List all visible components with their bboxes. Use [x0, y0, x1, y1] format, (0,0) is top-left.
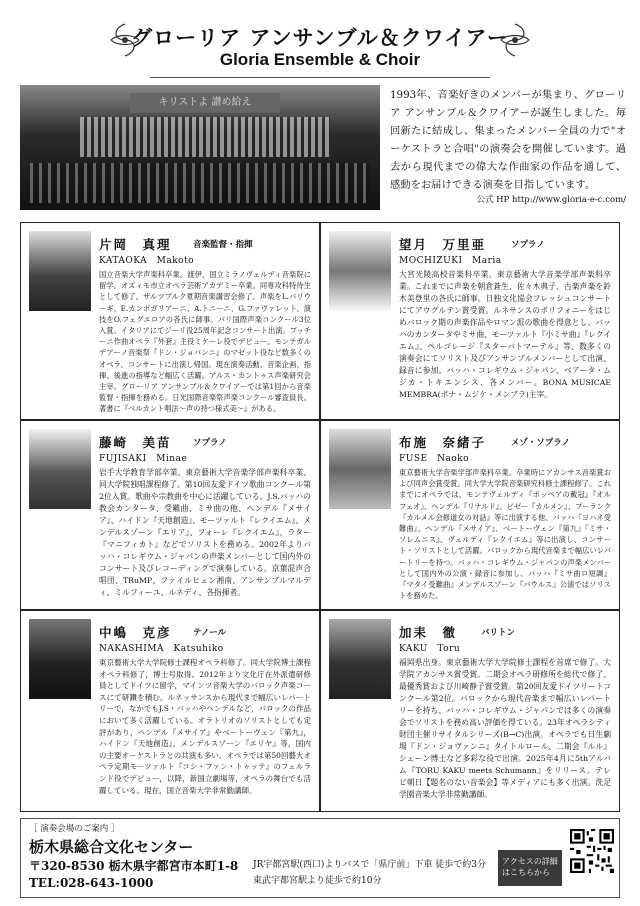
performer-name: 望月 万里亜	[399, 237, 487, 252]
divider	[150, 77, 490, 78]
performer-role: メゾ・ソプラノ	[511, 438, 570, 448]
performer-photo	[329, 429, 391, 509]
performer-photo	[29, 429, 91, 509]
flourish-ornament-icon	[495, 20, 535, 60]
performer-role: バリトン	[481, 628, 516, 638]
performer-name: 藤崎 美苗	[99, 435, 172, 450]
performer-card-kaku	[320, 610, 620, 812]
performer-roma: KATAOKA Makoto	[99, 256, 195, 266]
venue-label: ［ 演奏会場のご案内 ］	[29, 824, 120, 834]
page-title: グローリア アンサンブル＆クワイアー	[131, 25, 509, 50]
venue-info	[20, 818, 620, 898]
venue-tel: TEL:028-643-1000	[29, 876, 154, 890]
choir-rows	[80, 117, 330, 157]
performer-card-mochizuki	[320, 222, 620, 420]
performer-photo	[329, 619, 391, 699]
performer-bio: 東京藝術大学大学院修士課程オペラ科修了。同大学院博士課程オペラ科修了，博士号取得。2012年より文化庁在外派遣研修員としてドイツに留学，マインツ音楽大学のバロック声楽コースにて研鑽を積む。ルネッサンスから現代まで幅広いレパートリーで，なかでもJ.S・バッハやヘンデルなど，バロックの作品において多く活躍している。オラトリオのソリストとしても定評があり，ヘンデル『メサイア』やベートーヴェン『第九』，ハイドン『天地創造』，メンデルスゾーン『エリヤ』等，国内の主要オーケストラとの共演も多い。オペラでは第50回藝大オペラ定期モーツァルト『コシ・ファン・トゥッテ』のフェルランド役でデビュー，以降，新国立劇場等，オペラの舞台でも活躍している。現在，国立音楽大学非常勤講師。	[99, 658, 311, 795]
venue-route: JR宇都宮駅(西口)よりバスで「県庁前」下車 徒歩で約3分	[253, 860, 486, 870]
performer-role: ソプラノ	[511, 240, 545, 250]
venue-name: 栃木県総合文化センター	[29, 838, 194, 856]
official-hp-link[interactable]: 公式 HP http://www.gloria-e-c.com/	[476, 195, 626, 205]
venue-address: 〒320-8530 栃木県宇都宮市本町1-8	[29, 859, 239, 873]
performer-name: 布施 奈緒子	[399, 435, 487, 450]
venue-route: 東武宇都宮駅より徒歩で約10分	[253, 876, 382, 886]
performer-card-nakashima	[20, 610, 320, 812]
performer-photo	[329, 231, 391, 311]
performer-name: 中嶋 克彦	[99, 625, 172, 640]
performer-roma: FUJISAKI Minae	[99, 454, 188, 464]
performer-bio: 東京藝術大学音楽学部声楽科卒業。卒業時にアカンサス音楽賞および同声会賞受賞。同大学大学院音楽研究科修士課程修了。これまでにオペラでは、モンテヴェルディ『ポッペアの戴冠』『オルフェオ』、ヘンデル『リナルド』、ビゼー『カルメン』、プーランク『カルメル会修道女の対話』等に出演する他、バッハ『ヨハネ受難曲』、ヘンデル『メサイア』、ベートーヴェン『第九』『ミサ・ソレムニス』、ヴェルディ『レクイエム』等に出演し、コンサート・ソリストとして活躍。バロックから現代音楽まで幅広いレパートリーを持つ。バッハ・コレギウム・ジャパンの声楽メンバーとして国内外の公演・録音に参加し、バッハ『ミサ曲ロ短調』『マタイ受難曲』メンデルスゾーン『パウルス』公演ではソリストを務めた。	[399, 468, 611, 601]
performer-bio: 国立音楽大学声楽科卒業。渡伊、国立ミラノヴェルディ音楽院に留学。オズィモ市立オペラ芸術アカデミー卒業。同専攻科特待生として修了。ザルツブルク夏期音楽講習会修了。声楽をL.バリウーギ、E.カンポガリアーニ、A.トニーニ、G.ファヴァレット、演技をO.フェグエロアの各氏に師事。パリ国際声楽コンクール3位入賞。イタリアにてジーリ没25周年記念コンサート出演。プッチーニ作曲オペラ『外套』主役ミケーレ役でデビュー。モンテガルデアーノ音楽祭『ドン・ジョバンニ』のマゼット役など数多くのオペラ、コンサートに出演し帰国。現在演奏活動、音楽企画、指揮、後進の指導など幅広く活躍。アルス・カントゥス声楽研究会主宰。グローリア アンサンブル＆クワイアーでは第1回から音楽監督・指揮を務める。日光国際音楽祭声楽コンクール審査員長。著書に『ベルカント唱法〜声の持つ様式美〜』がある。	[99, 270, 311, 414]
performer-photo	[29, 619, 91, 699]
intro-text: 1993年、音楽好きのメンバーが集まり、グローリア アンサンブル＆クワイアーが誕生しました。毎回新たに結成し、集まったメンバー全員の力で"オーケストラと合唱"の演奏会を開催しています。過去から現代までの偉大な作曲家の作品を通して、感動をお届けできる演奏を目指しています。	[390, 89, 626, 191]
performer-card-fuse	[320, 420, 620, 610]
performer-roma: MOCHIZUKI Maria	[399, 256, 502, 266]
performer-card-fujisaki	[20, 420, 320, 610]
performer-name: 加耒 徹	[399, 625, 458, 640]
performer-roma: KAKU Toru	[399, 644, 461, 654]
performer-name: 片岡 真理	[99, 237, 172, 252]
performer-role: テノール	[193, 628, 226, 638]
page-subtitle: Gloria Ensemble & Choir	[219, 50, 421, 69]
performer-photo	[29, 231, 91, 311]
access-detail-link[interactable]: アクセスの詳細はこちらから	[498, 850, 562, 886]
performer-bio: 福岡県出身。東京藝術大学大学院修士課程を首席で修了。大学院アカンサス賞受賞。二期会オペラ研修所を総代で修了、最優秀賞および川崎静子賞受賞。第20回友愛ドイツリートコンクール第2位。バロックから現代音楽まで幅広いレパートリーを持ち、バッハ・コレギウム・ジャパンでは多くの演奏会でソリストを務め高い評価を得ている。23年オペラシティ財団主催リサイタルシリーズ(B→C)出演。オペラでも日生劇場『ドン・ジョヴァンニ』タイトルロール、二期会『ルル』シェーン博士など多彩な役で出演。2025年4月に5thアルバム『TORU KAKU meets Schumann』をリリース。テレビ朝日【題名のない音楽会】等メディアにも多く出演。洗足学園音楽大学非常勤講師。	[399, 658, 611, 799]
performer-bio: 大宮光陵高校音楽科卒業。東京藝術大学音楽学部声楽科卒業。これまでに声楽を朝倉蒼生、佐々木典子、古楽声楽を鈴木美登里の各氏に師事。日独文化協会フレッシュコンサートにてアウグルテン賞受賞。ルネサンスのポリフォニーをはじめバロック期の声楽作品やロマン派の歌曲を得意とし、バッハのカンタータやミサ曲、モーツァルト『小ミサ曲』『レクイエム』、ペルゴレージ『スターバトマーテル』等、数多くの演奏会にてソリスト及びアンサンブルメンバーとして出演、録音に参加。バッハ・コレギウム・ジャパン、ベアータ・ムジカ・トキエンシス、各メンバー。BONA MUSICAE MEMBRA(ボナ・ムジケ・メンブラ)主宰。	[399, 270, 611, 399]
header	[0, 0, 640, 80]
concert-photo	[20, 85, 380, 210]
performer-card-kataoka	[20, 222, 320, 420]
performer-role: ソプラノ	[193, 438, 227, 448]
performer-roma: NAKASHIMA Katsuhiko	[99, 644, 224, 654]
performer-role: 音楽監督・指揮	[193, 240, 253, 250]
stage-banner: キリストよ 讃め給え	[130, 93, 280, 113]
performer-roma: FUSE Naoko	[399, 454, 470, 464]
orchestra-rows	[30, 163, 370, 203]
performer-bio: 岩手大学教育学部卒業、東京藝術大学音楽学部声楽科卒業、同大学院独唱課程修了。第10回友愛ドイツ歌曲コンクール第2位入賞。歌曲や宗教曲を中心に活躍している。J.S.バッハの教会カンタータ、受難曲、ミサ曲の他、ヘンデル『メサイア』、ハイドン『天地創造』、モーツァルト『レクイエム』、メンデルスゾーン『エリア』、フォーレ『レクイエム』、ラター『マニフィカト』などでソリストを務める。2002年よりバッハ・コレギウム・ジャパンの声楽メンバーとして国内外のコンサート及びレコーディングで演奏している。京葉混声合唱団、TRuMP、ファイルヒェン湘南、アンサンブルマルディ、ミルフィーユ、ルネディ、各指揮者。	[99, 468, 311, 597]
qr-code-icon[interactable]	[570, 829, 614, 873]
